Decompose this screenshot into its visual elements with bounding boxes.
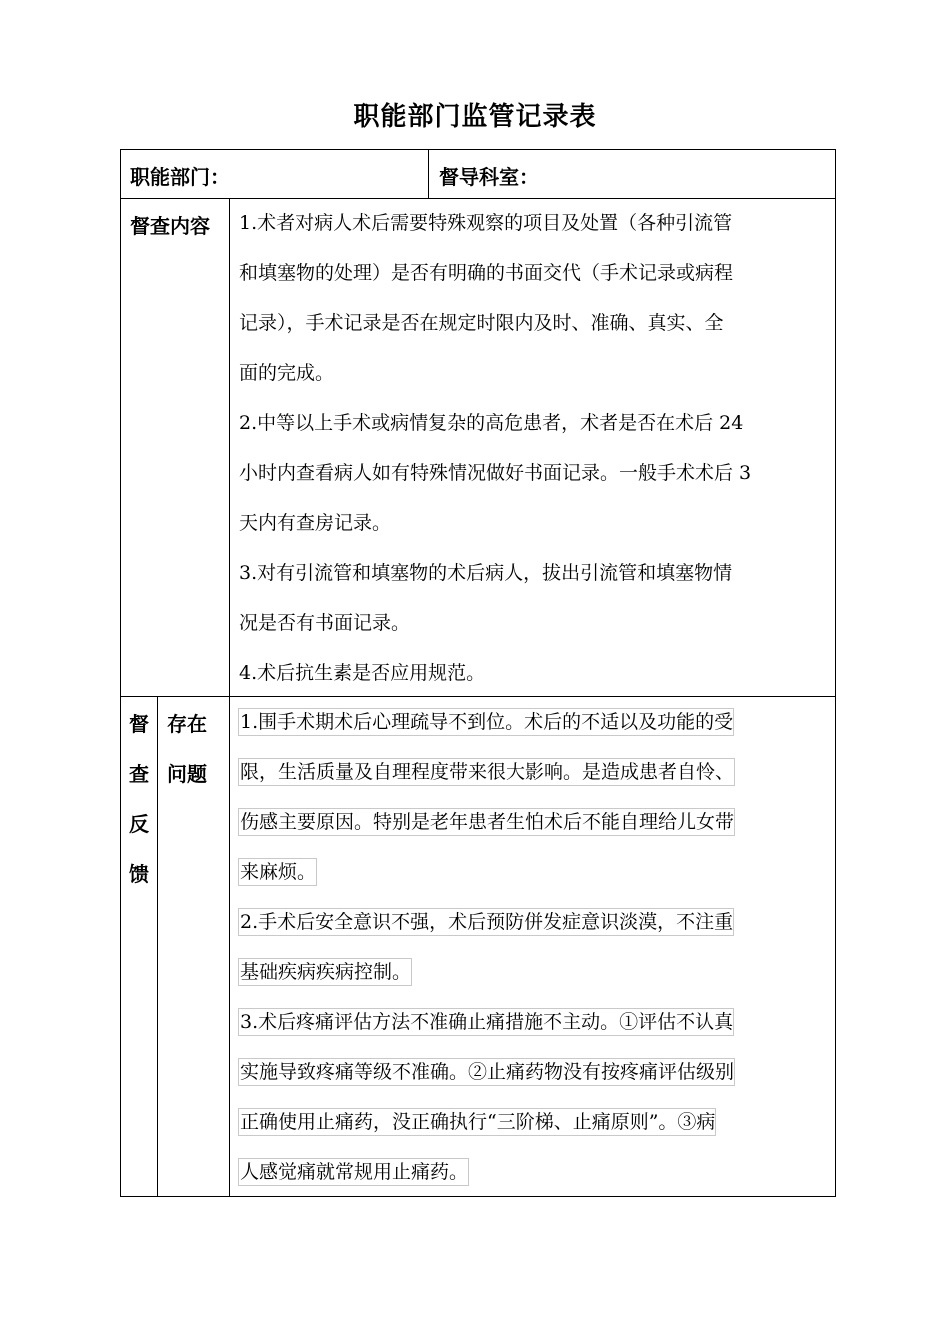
inspection-line: 面的完成。 <box>239 362 335 384</box>
inspection-line: 2.中等以上手术或病情复杂的高危患者，术者是否在术后 24 <box>239 412 744 434</box>
inspection-content <box>239 198 751 698</box>
inspection-line: 天内有查房记录。 <box>239 512 392 534</box>
feedback-line: 2.手术后安全意识不强，术后预防併发症意识淡漠，不注重 <box>238 908 734 936</box>
inspection-line: 4.术后抗生素是否应用规范。 <box>239 662 486 684</box>
col-divider-label <box>229 198 230 1196</box>
feedback-line: 实施导致疼痛等级不准确。②止痛药物没有按疼痛评估级别 <box>238 1058 735 1086</box>
feedback-label-char: 督 <box>129 712 149 736</box>
feedback-line: 限，生活质量及自理程度带来很大影响。是造成患者自怜、 <box>238 758 735 786</box>
inspection-line: 记录），手术记录是否在规定时限内及时、准确、真实、全 <box>239 312 724 334</box>
issues-label: 问题 <box>167 762 207 786</box>
record-table <box>120 149 836 1197</box>
feedback-content <box>238 697 735 1197</box>
col-divider-header <box>428 150 429 198</box>
feedback-line: 3.术后疼痛评估方法不准确止痛措施不主动。①评估不认真 <box>238 1008 734 1036</box>
inspection-line: 况是否有书面记录。 <box>239 612 411 634</box>
feedback-label-char: 反 <box>129 812 149 836</box>
supervised-dept-label: 督导科室： <box>439 165 539 189</box>
feedback-line: 正确使用止痛药，没正确执行“三阶梯、止痛原则”。③病 <box>238 1108 716 1136</box>
inspection-label: 督查内容 <box>130 214 210 238</box>
feedback-line: 1.围手术期术后心理疏导不到位。术后的不适以及功能的受 <box>238 708 734 736</box>
inspection-line: 和填塞物的处理）是否有明确的书面交代（手术记录或病程 <box>239 262 734 284</box>
inspection-line: 3.对有引流管和填塞物的术后病人，拔出引流管和填塞物情 <box>239 562 733 584</box>
inspection-line: 1.术者对病人术后需要特殊观察的项目及处置（各种引流管 <box>239 212 733 234</box>
feedback-line: 伤感主要原因。特别是老年患者生怕术后不能自理给儿女带 <box>238 808 735 836</box>
dept-label: 职能部门： <box>130 165 230 189</box>
feedback-line: 基础疾病疾病控制。 <box>238 958 412 986</box>
feedback-line: 人感觉痛就常规用止痛药。 <box>238 1158 469 1186</box>
feedback-label-char: 查 <box>129 762 149 786</box>
feedback-line: 来麻烦。 <box>238 858 317 886</box>
inspection-line: 小时内查看病人如有特殊情况做好书面记录。一般手术术后 3 <box>239 462 752 484</box>
col-divider-feedback-label <box>157 696 158 1196</box>
feedback-label-char: 馈 <box>129 862 149 886</box>
issues-label: 存在 <box>167 712 207 736</box>
page-title: 职能部门监管记录表 <box>353 102 597 132</box>
